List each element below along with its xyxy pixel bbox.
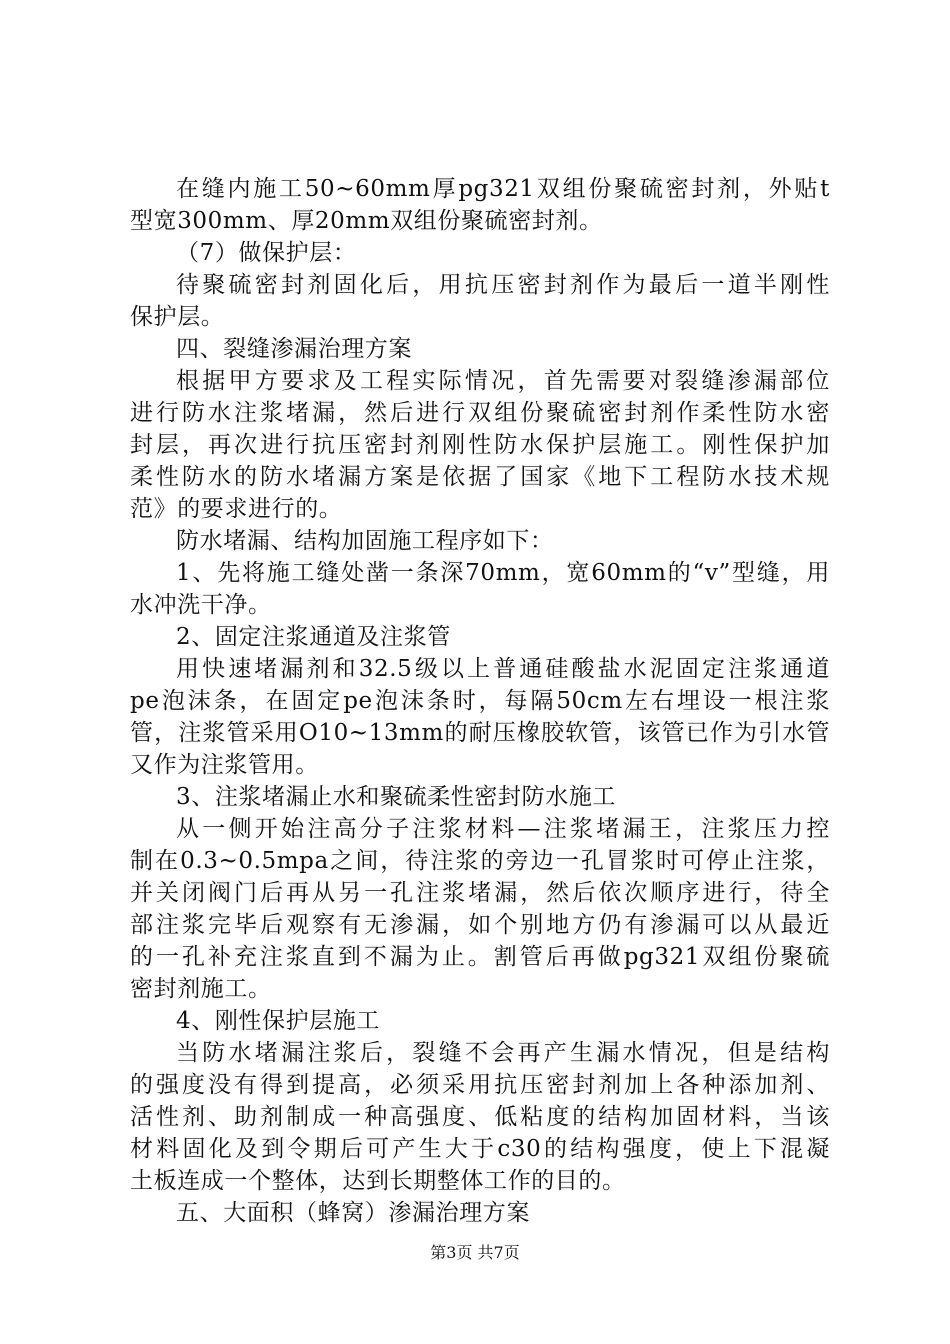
paragraph-line: 制在0.3~0.5mpa之间，待注浆的旁边一孔冒浆时可停止注浆， (130, 848, 830, 874)
paragraph-line: 土板连成一个整体，达到长期整体工作的目的。 (130, 1168, 626, 1194)
paragraph-line: 防水堵漏、结构加固施工程序如下： (176, 528, 554, 554)
body-text (130, 173, 830, 1229)
paragraph-line: 从一侧开始注高分子注浆材料—注浆堵漏王，注浆压力控 (176, 816, 830, 842)
paragraph-line: pe泡沫条，在固定pe泡沫条时，每隔50cm左右埋设一根注浆 (130, 688, 830, 714)
section-heading: （7）做保护层： (176, 240, 357, 266)
paragraph-line: 又作为注浆管用。 (130, 752, 319, 778)
paragraph-line: 用快速堵漏剂和32.5级以上普通硅酸盐水泥固定注浆通道 (176, 656, 830, 682)
paragraph-line: 的强度没有得到提高，必须采用抗压密封剂加上各种添加剂、 (130, 1072, 830, 1098)
paragraph-line: 根据甲方要求及工程实际情况，首先需要对裂缝渗漏部位 (176, 368, 830, 394)
paragraph-line: 密封剂施工。 (130, 976, 272, 1002)
paragraph-line: 保护层。 (130, 304, 225, 330)
paragraph-line: 封层，再次进行抗压密封剂刚性防水保护层施工。刚性保护加 (130, 432, 830, 458)
paragraph-line: 型宽300mm、厚20mm双组份聚硫密封剂。 (130, 208, 603, 234)
page-number-footer: 第3页 共7页 (430, 1243, 520, 1262)
paragraph-line: 活性剂、助剂制成一种高强度、低粘度的结构加固材料，当该 (130, 1104, 830, 1130)
section-heading: 五、大面积（蜂窝）渗漏治理方案 (176, 1200, 530, 1226)
paragraph-line: 进行防水注浆堵漏，然后进行双组份聚硫密封剂作柔性防水密 (130, 400, 830, 426)
paragraph-line: 当防水堵漏注浆后，裂缝不会再产生漏水情况，但是结构 (176, 1040, 830, 1066)
paragraph-line: 在缝内施工50~60mm厚pg321双组份聚硫密封剂，外贴t (176, 176, 830, 202)
paragraph-line: 部注浆完毕后观察有无渗漏，如个别地方仍有渗漏可以从最近 (130, 912, 830, 938)
paragraph-line: 柔性防水的防水堵漏方案是依据了国家《地下工程防水技术规 (130, 464, 830, 490)
paragraph-line: 并关闭阀门后再从另一孔注浆堵漏，然后依次顺序进行，待全 (130, 880, 830, 906)
paragraph-line: 1、先将施工缝处凿一条深70mm，宽60mm的“v”型缝，用 (176, 560, 830, 586)
paragraph-line: 待聚硫密封剂固化后，用抗压密封剂作为最后一道半刚性 (176, 272, 830, 298)
paragraph-line: 管，注浆管采用O10~13mm的耐压橡胶软管，该管已作为引水管 (130, 720, 830, 746)
paragraph-line: 材料固化及到令期后可产生大于c30的结构强度，使上下混凝 (130, 1136, 830, 1162)
paragraph-line: 水冲洗干净。 (130, 592, 272, 618)
paragraph-line: 的一孔补充注浆直到不漏为止。割管后再做pg321双组份聚硫 (130, 944, 830, 970)
section-heading: 4、刚性保护层施工 (176, 1008, 381, 1034)
paragraph-line: 范》的要求进行的。 (130, 496, 343, 522)
section-heading: 2、固定注浆通道及注浆管 (176, 624, 451, 650)
section-heading: 3、注浆堵漏止水和聚硫柔性密封防水施工 (176, 784, 617, 810)
section-heading: 四、裂缝渗漏治理方案 (176, 336, 412, 362)
